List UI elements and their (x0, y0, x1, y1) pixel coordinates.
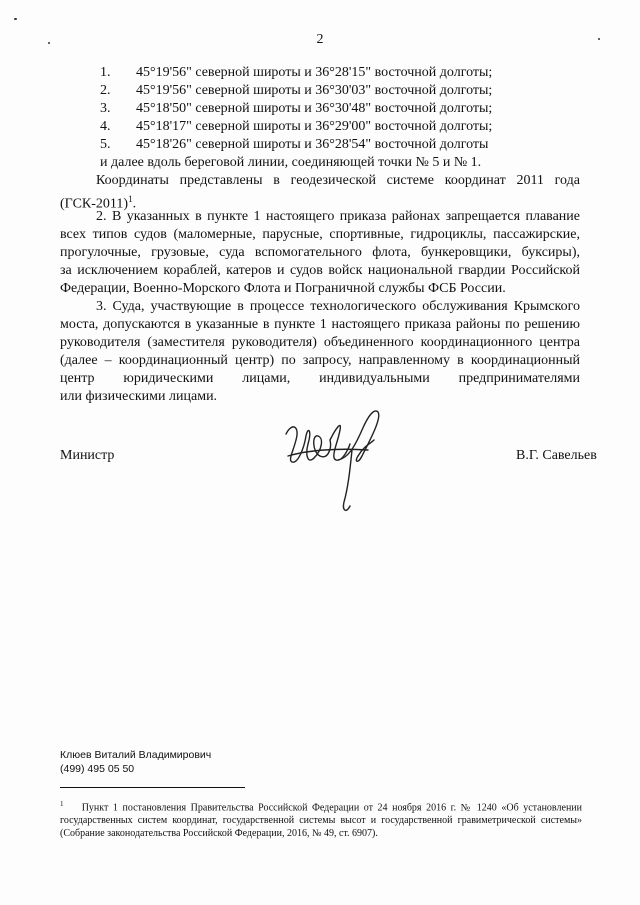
coordinate-item (100, 118, 570, 136)
contact-name: Клюев Виталий Владимирович (60, 749, 212, 761)
scan-speck (14, 18, 17, 20)
signature-image (278, 400, 398, 520)
coordinate-text: 45°19'56" северной широты и 36°28'15" восточной долготы; (136, 65, 493, 80)
coordinate-item (100, 100, 570, 118)
paragraph-3 (60, 298, 580, 406)
contact-phone: (499) 495 05 50 (60, 763, 135, 775)
coast-line (100, 154, 570, 172)
paragraph-line: 2. В указанных в пункте 1 настоящего приказа районах запрещается плавание (96, 209, 580, 224)
footnote-separator (60, 787, 245, 788)
gsk-system-name: (ГСК-2011) (60, 196, 129, 212)
coordinates-list (100, 64, 570, 172)
footnote (60, 798, 582, 840)
coordinate-item (100, 82, 570, 100)
coordinate-number: 2. (100, 83, 111, 98)
contact-block (60, 748, 211, 776)
coordinate-number: 1. (100, 65, 111, 80)
coordinate-number: 5. (100, 137, 111, 152)
coordinate-number: 4. (100, 119, 111, 134)
paragraph-line: (далее – координационный центр) по запросу, направленному в координационный (60, 353, 580, 368)
paragraph-line: 3. Суда, участвующие в процессе технологического обслуживания Крымского (96, 299, 580, 314)
gsk-line-end: . (132, 196, 137, 212)
coordinate-text: 45°18'26" северной широты и 36°28'54" восточной долготы (136, 137, 489, 152)
coordinate-item (100, 136, 570, 154)
paragraph-line: руководителя (заместителя руководителя) объединенного координационного центра (60, 335, 580, 350)
gsk-line: Координаты представлены в геодезической системе координат 2011 года (96, 173, 580, 188)
coordinate-text: 45°19'56" северной широты и 36°30'03" восточной долготы; (136, 83, 493, 98)
coordinate-text: 45°18'17" северной широты и 36°29'00" восточной долготы; (136, 119, 493, 134)
coordinate-number: 3. (100, 101, 111, 116)
footnote-text: Пункт 1 постановления Правительства Российской Федерации от 24 ноября 2016 г. № 1240 «Об установлении государственных систем координат, государственной системы высот и государственной гравиметрической системы» (Собрание законодательства Российской Федерации, 2016, № 49, ст. 6907). (60, 802, 582, 840)
coordinate-text: 45°18'50" северной широты и 36°30'48" восточной долготы; (136, 101, 493, 116)
paragraph-line: моста, допускаются в указанные в пункте 1 настоящего приказа районы по решению (60, 317, 580, 332)
page-number: 2 (316, 32, 324, 47)
paragraph-line: или физическими лицами. (60, 389, 218, 404)
footnote-reference: 1 (128, 194, 133, 204)
minister-name: В.Г. Савельев (516, 448, 597, 463)
paragraph-line: прогулочные, грузовые, суда вспомогательного флота, бункеровщики, буксиры), (60, 245, 580, 260)
minister-label: Министр (60, 448, 115, 463)
footnote-number: 1 (60, 800, 64, 808)
coast-line-text: и далее вдоль береговой линии, соединяющей точки № 5 и № 1. (100, 155, 482, 170)
paragraph-line: Федерации, Военно-Морского Флота и Пограничной службы ФСБ России. (60, 281, 506, 296)
paragraph-line: всех типов судов (маломерные, парусные, спортивные, гидроциклы, пассажирские, (60, 227, 580, 242)
paragraph-line: за исключением кораблей, катеров и судов войск национальной гвардии Российской (60, 263, 580, 278)
paragraph-2 (60, 208, 580, 298)
coordinate-item (100, 64, 570, 82)
paragraph-line: центр юридическими лицами, индивидуальными предпринимателями (60, 371, 580, 386)
